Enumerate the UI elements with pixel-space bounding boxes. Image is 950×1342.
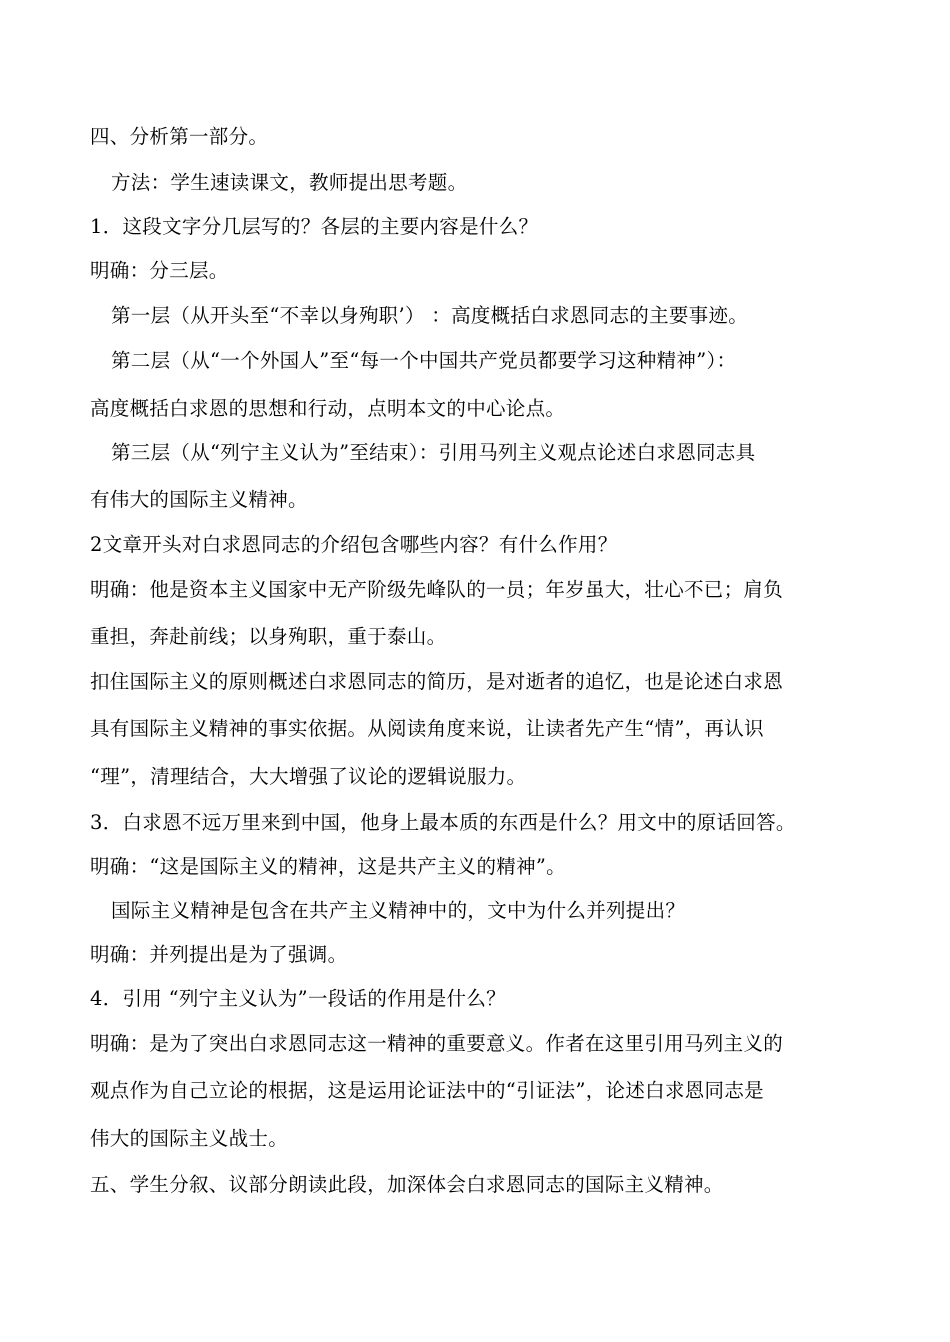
section-heading-4: 四、分析第一部分。 — [90, 125, 269, 148]
layer-3-cont: 有伟大的国际主义精神。 — [90, 488, 308, 511]
method-line: 方法：学生速读课文，教师提出思考题。 — [111, 171, 468, 194]
answer-2: 明确：他是资本主义国家中无产阶级先峰队的一员；年岁虽大，壮心不已；肩负 — [90, 578, 784, 601]
question-4: 4．引用 “列宁主义认为”一段话的作用是什么？ — [90, 987, 506, 1010]
question-1: 1．这段文字分几层写的？各层的主要内容是什么？ — [90, 215, 539, 238]
analysis-para-line-1: 扣住国际主义的原则概述白求恩同志的简历，是对逝者的追忆，也是论述白求恩 — [90, 670, 784, 693]
analysis-para-line-2: 具有国际主义精神的事实依据。从阅读角度来说，让读者先产生“情”，再认识 — [90, 717, 764, 740]
analysis-para-line-3: “理”，清理结合，大大增强了议论的逻辑说服力。 — [90, 765, 527, 788]
question-3: 3．白求恩不远万里来到中国，他身上最本质的东西是什么？用文中的原话回答。 — [90, 811, 796, 834]
answer-4-cont-2: 伟大的国际主义战士。 — [90, 1127, 289, 1150]
answer-2-cont: 重担，奔赴前线；以身殉职，重于泰山。 — [90, 625, 447, 648]
layer-1: 第一层（从开头至“不幸以身殉职’） ：高度概括白求恩同志的主要事迹。 — [111, 304, 749, 327]
layer-2: 第二层（从“一个外国人”至“每一个中国共产党员都要学习这种精神”）： — [111, 349, 737, 372]
answer-1: 明确：分三层。 — [90, 259, 229, 282]
section-heading-5: 五、学生分叙、议部分朗读此段，加深体会白求恩同志的国际主义精神。 — [90, 1173, 724, 1196]
question-2: 2文章开头对白求恩同志的介绍包含哪些内容？有什么作用？ — [90, 533, 618, 556]
question-3-followup: 国际主义精神是包含在共产主义精神中的，文中为什么并列提出？ — [111, 899, 686, 922]
layer-2-cont: 高度概括白求恩的思想和行动，点明本文的中心论点。 — [90, 397, 566, 420]
answer-4-cont-1: 观点作为自己立论的根据，这是运用论证法中的“引证法”，论述白求恩同志是 — [90, 1079, 764, 1102]
answer-3-followup: 明确：并列提出是为了强调。 — [90, 943, 348, 966]
layer-3: 第三层（从“列宁主义认为”至结束）：引用马列主义观点论述白求恩同志具 — [111, 441, 756, 464]
answer-3: 明确：“这是国际主义的精神，这是共产主义的精神”。 — [90, 855, 566, 878]
answer-4: 明确：是为了突出白求恩同志这一精神的重要意义。作者在这里引用马列主义的 — [90, 1032, 784, 1055]
